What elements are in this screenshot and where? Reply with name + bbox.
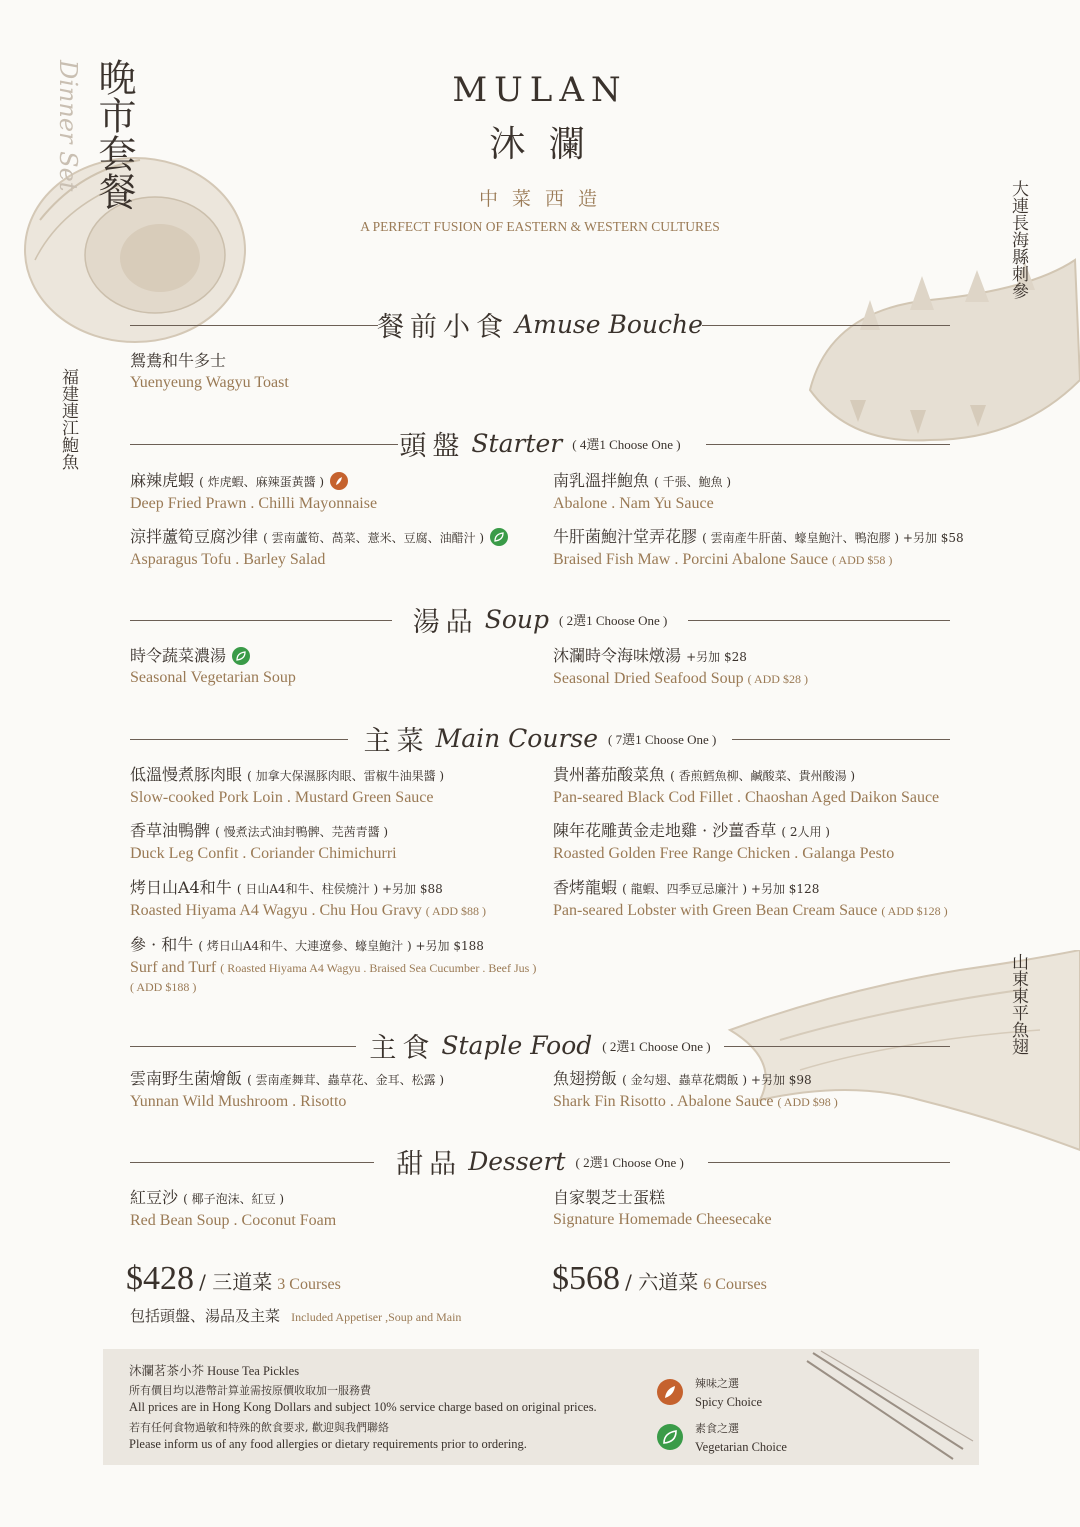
leaf-icon [657,1424,683,1450]
dish-detail: ( 炸虎蝦、麻辣蛋黃醬 ) [199,475,325,489]
section-title-en: Dessert [468,1147,566,1176]
dish-name-en: Roasted Hiyama A4 Wagyu . Chu Hou Gravy [130,902,422,919]
dish-soup-1 [130,645,296,689]
side-label-shark-fin: 山東東平魚翅 [1008,953,1028,1055]
price-courses-en: 6 Courses [703,1276,767,1293]
chilli-icon [330,472,348,490]
brand-tagline-en: A PERFECT FUSION OF EASTERN & WESTERN CULTURES [360,219,720,234]
section-title-en: Starter [471,429,563,458]
dish-starter-3 [130,526,508,571]
dish-add-note: ( ADD $188 ) [130,980,197,994]
legend-vegetarian [695,1420,787,1456]
dish-name-cn: 麻辣虎蝦 [130,471,195,490]
dish-add-note: ( ADD $88 ) [425,904,487,918]
section-main-course [0,719,1080,759]
footer-tea-pickles: 沐瀾茗茶小芥 House Tea Pickles [129,1364,300,1378]
dish-name-en: Duck Leg Confit . Coriander Chimichurri [130,845,397,862]
section-dessert [0,1142,1080,1182]
included-en: Included Appetiser ,Soup and Main [291,1310,462,1324]
dish-name-cn: 陳年花雕黃金走地雞 · 沙薑香草 [553,821,777,840]
brand-tagline-cn: 中 菜 西 造 [478,188,602,210]
dish-soup-2 [553,645,808,690]
dish-name-cn: 貴州蕃茄酸菜魚 [553,765,666,784]
dish-name-cn: 魚翅撈飯 [553,1069,618,1088]
section-title-cn: 頭盤 [399,431,466,462]
dish-starter-1 [130,470,377,515]
dish-detail: ( 金勾翅、蟲草花燜飯 ) +另加 $98 [622,1073,812,1087]
section-title-en: Staple Food [441,1031,593,1060]
section-soup [0,600,1080,640]
section-note: ( 2選1 Choose One ) [558,613,668,628]
legend-spicy-en: Spicy Choice [695,1395,763,1409]
section-title-cn: 餐前小食 [377,312,510,343]
dish-main-5 [130,877,486,922]
dish-staple-1 [130,1068,444,1113]
dish-detail: ( 雲南蘆筍、萵菜、薏米、豆腐、油醋汁 ) [263,531,485,545]
dish-en-note: ( Roasted Hiyama A4 Wagyu . Braised Sea Cucumber . Beef Jus ) [220,961,537,975]
dish-dessert-1 [130,1187,336,1232]
dish-name-cn: 低溫慢煮豚肉眼 [130,765,243,784]
brand-name-cn: 沐 瀾 [489,124,591,165]
dish-name-en: Braised Fish Maw . Porcini Abalone Sauce [553,551,829,568]
section-title-en: Amuse Bouche [515,310,703,339]
dish-name-en: Deep Fried Prawn . Chilli Mayonnaise [130,495,378,512]
dish-name-en: Yunnan Wild Mushroom . Risotto [130,1093,347,1110]
included-cn: 包括頭盤、湯品及主菜 [130,1307,281,1325]
price-courses-en: 3 Courses [277,1276,341,1293]
dish-detail: +另加 $28 [686,650,747,664]
dish-name-cn: 烤日山A4和牛 [130,878,232,897]
dish-name-en: Surf and Turf [130,959,217,976]
price-three-courses-included [130,1305,461,1326]
legend-veg-en: Vegetarian Choice [695,1440,787,1454]
price-courses-cn: / 六道菜 [625,1270,699,1294]
dish-name-en: Abalone . Nam Yu Sauce [553,495,714,512]
dish-detail: ( 慢煮法式油封鴨髀、芫茜青醬 ) [215,825,389,839]
footer-notes [103,1349,979,1465]
dish-starter-4 [553,526,964,571]
dish-starter-2 [553,470,731,515]
dish-add-note: ( ADD $58 ) [832,553,893,567]
dish-name-en: Roasted Golden Free Range Chicken . Galanga Pesto [553,845,895,862]
legend-spicy-cn: 辣味之選 [695,1377,739,1390]
dish-name-cn: 雲南野生菌燴飯 [130,1069,243,1088]
leaf-icon [232,647,250,665]
dish-name-cn: 紅豆沙 [130,1188,179,1207]
dish-name-en: Slow-cooked Pork Loin . Mustard Green Sauce [130,789,434,806]
brand-name-en: MULAN [452,70,628,110]
dish-name-en: Seasonal Dried Seafood Soup [553,670,744,687]
section-note: ( 2選1 Choose One ) [575,1155,684,1170]
dish-main-2 [553,764,939,809]
dish-name-cn: 南乳溫拌鮑魚 [553,471,650,490]
section-title-en: Soup [484,605,549,634]
dish-name-cn: 牛肝菌鮑汁堂弄花膠 [553,527,698,546]
chilli-icon [657,1379,683,1405]
dinner-set-script: Dinner Set [54,60,82,192]
side-label-abalone: 福建連江鮑魚 [58,368,78,470]
dish-detail: ( 雲南產牛肝菌、蠔皇鮑汁、鴨泡膠 ) +另加 $58 [702,531,964,545]
dish-name-cn: 香烤龍蝦 [553,878,618,897]
dish-detail: ( 加拿大保濕豚肉眼、雷椒牛油果醬 ) [247,769,445,783]
footer-allergy-en: Please inform us of any food allergies or dietary requirements prior to ordering. [129,1437,527,1451]
dish-add-note: ( ADD $128 ) [881,904,948,918]
dish-detail: ( 烤日山A4和牛、大連遼參、蠔皇鮑汁 ) +另加 $188 [198,939,484,953]
side-label-sea-cucumber: 大連長海縣刺參 [1008,180,1028,299]
chopsticks-illustration [803,1349,979,1465]
legend-spicy [695,1375,762,1411]
dish-main-6 [553,877,948,922]
dish-name-en: Pan-seared Black Cod Fillet . Chaoshan Aged Daikon Sauce [553,789,940,806]
dish-name-cn: 參 · 和牛 [130,935,194,954]
section-starter [0,424,1080,464]
section-title-cn: 主菜 [363,726,430,757]
dish-name-en: Signature Homemade Cheesecake [553,1211,772,1228]
section-staple-food [0,1026,1080,1066]
section-note: ( 4選1 Choose One ) [572,437,681,452]
dish-name-en: Asparagus Tofu . Barley Salad [130,551,326,568]
price-set-six-courses [552,1260,767,1298]
dish-add-note: ( ADD $98 ) [777,1095,838,1109]
price-amount: $568 [552,1260,620,1297]
dish-name-cn: 涼拌蘆筍豆腐沙律 [130,527,259,546]
dish-detail: ( 千張、鮑魚 ) [654,475,732,489]
dish-add-note: ( ADD $28 ) [747,672,808,686]
dish-name-cn: 香草油鴨髀 [130,821,211,840]
dish-name-en: Yuenyeung Wagyu Toast [130,374,289,391]
dish-name-cn: 自家製芝士蛋糕 [553,1188,666,1207]
section-note: ( 2選1 Choose One ) [602,1039,711,1054]
dish-name-cn: 時令蔬菜濃湯 [130,646,227,665]
dish-amuse-1 [130,350,289,394]
price-courses-cn: / 三道菜 [199,1270,273,1294]
dish-detail: ( 2人用 ) [781,825,830,839]
dish-name-en: Seasonal Vegetarian Soup [130,669,296,686]
dish-detail: ( 香煎鱈魚柳、鹹酸菜、貴州酸湯 ) [670,769,856,783]
dish-main-4 [553,820,894,865]
legend-veg-cn: 素食之選 [695,1422,739,1435]
dish-dessert-2 [553,1187,772,1231]
dish-detail: ( 日山A4和牛、柱侯燒汁 ) +另加 $88 [236,882,443,896]
section-title-cn: 甜品 [396,1149,463,1180]
dinner-set-title: 晚市套餐 [92,58,136,210]
price-amount: $428 [126,1260,194,1297]
section-note: ( 7選1 Choose One ) [608,732,717,747]
footer-service-charge-en: All prices are in Hong Kong Dollars and subject 10% service charge based on original prices. [129,1400,597,1414]
dish-detail: ( 雲南產舞茸、蟲草花、金耳、松露 ) [247,1073,445,1087]
dish-detail: ( 椰子泡沫、紅豆 ) [183,1192,285,1206]
section-title-cn: 主食 [369,1033,436,1064]
dish-detail: ( 龍蝦、四季豆忌廉汁 ) +另加 $128 [622,882,820,896]
footer-allergy-cn: 若有任何食物過敏和特殊的飲食要求, 歡迎與我們聯絡 [129,1421,389,1434]
dish-name-en: Red Bean Soup . Coconut Foam [130,1212,337,1229]
dish-name-en: Shark Fin Risotto . Abalone Sauce [553,1093,774,1110]
section-title-en: Main Course [435,724,599,753]
dish-main-1 [130,764,444,809]
dish-main-3 [130,820,397,865]
dish-name-cn: 沐瀾時令海味燉湯 [553,646,682,665]
dish-staple-2 [553,1068,838,1113]
dish-name-cn: 鴛鴦和牛多士 [130,351,227,370]
leaf-icon [490,528,508,546]
dish-main-7 [130,934,536,995]
footer-service-charge-cn: 所有價目均以港幣計算並需按原價收取加一服務費 [129,1384,371,1397]
section-amuse-bouche [0,305,1080,345]
dish-name-en: Pan-seared Lobster with Green Bean Cream Sauce [553,902,878,919]
price-set-three-courses [126,1260,341,1298]
section-title-cn: 湯品 [412,607,479,638]
